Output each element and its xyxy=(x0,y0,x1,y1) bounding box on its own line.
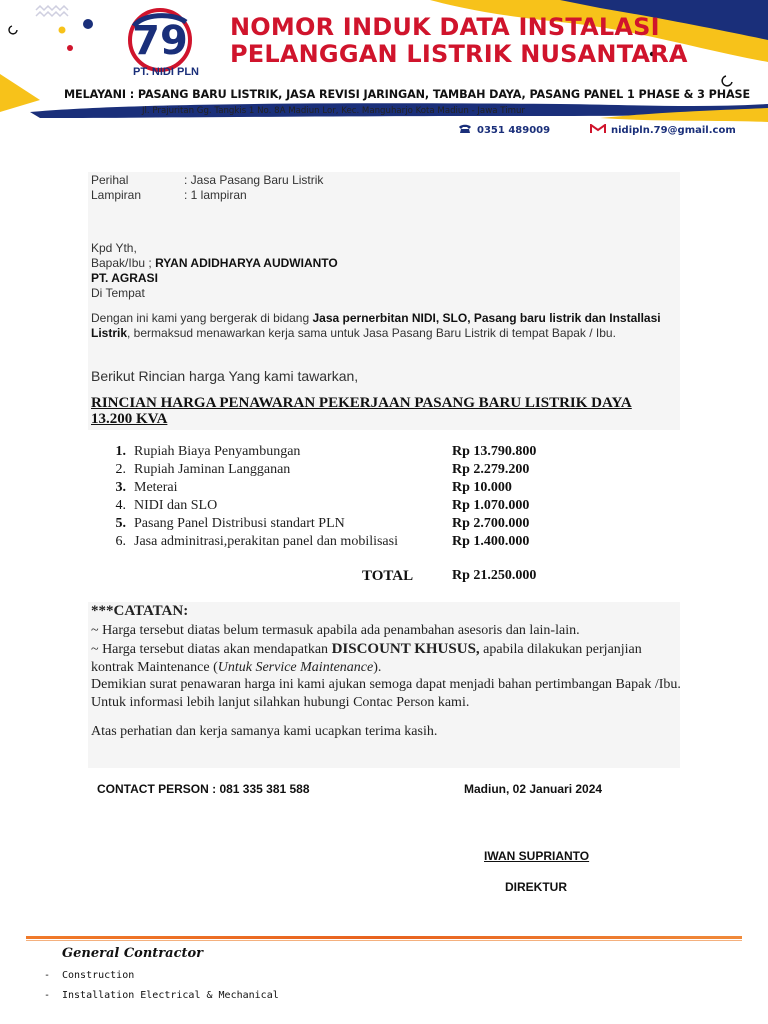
item-number: 1. xyxy=(115,444,126,459)
note-line-1: ~ Harga tersebut diatas belum termasuk apabila ada penambahan asesoris dan lain-lain. xyxy=(91,623,580,638)
recipient-salutation: Bapak/Ibu ; xyxy=(91,256,152,270)
discount-text: DISCOUNT KHUSUS, xyxy=(331,641,480,657)
intro-paragraph xyxy=(91,311,681,341)
item-label: Pasang Panel Distribusi standart PLN xyxy=(134,516,345,531)
notes-title: ***CATATAN: xyxy=(91,603,189,619)
note-line-2a: ~ Harga tersebut diatas akan mendapatkan xyxy=(91,642,329,657)
footer-item: Installation Electrical & Mechanical xyxy=(62,990,279,1001)
phone-number: 0351 489009 xyxy=(477,125,551,136)
lead-in: Berikut Rincian harga Yang kami tawarkan, xyxy=(91,368,359,384)
footer-divider xyxy=(26,936,742,939)
letterhead xyxy=(0,0,768,142)
item-price: Rp 13.790.800 xyxy=(452,444,537,459)
company-address: Jl. Prajuritan Gg. Tangkis 1 No. 8A Madiun Lor, Kec. Manguharjo Kota Madiun - Jawa Timur xyxy=(142,106,525,116)
item-number: 4. xyxy=(115,498,126,513)
recipient-greeting: Kpd Yth, xyxy=(91,241,137,255)
recipient-place: Di Tempat xyxy=(91,286,145,300)
item-number: 5. xyxy=(115,516,126,531)
recipient-line xyxy=(91,256,338,270)
footer-divider-thin xyxy=(26,940,742,941)
note-line-2c: apabila dilakukan perjanjian kontrak Maintenance ( xyxy=(91,642,642,675)
company-name: PT. NIDI PLN xyxy=(132,66,199,78)
lampiran-value: : 1 lampiran xyxy=(184,188,247,202)
recipient-company: PT. AGRASI xyxy=(91,271,158,285)
intro-bold: Jasa pernerbitan NIDI, SLO, Pasang baru listrik dan Installasi Listrik xyxy=(91,311,661,340)
signer-name: IWAN SUPRIANTO xyxy=(484,849,590,863)
phone-icon xyxy=(458,124,472,137)
lampiran-label: Lampiran xyxy=(91,188,142,202)
contact-person: CONTACT PERSON : 081 335 381 588 xyxy=(97,782,310,796)
recipient-name: RYAN ADIDHARYA AUDWIANTO xyxy=(155,256,338,270)
company-email xyxy=(590,124,736,137)
perihal-value: : Jasa Pasang Baru Listrik xyxy=(184,173,324,187)
thanks-line: Atas perhatian dan kerja samanya kami ucapkan terima kasih. xyxy=(91,724,438,739)
note-line-2e: ). xyxy=(373,660,382,675)
note-line-2 xyxy=(91,640,681,677)
item-label: Meterai xyxy=(134,480,178,495)
item-label: NIDI dan SLO xyxy=(134,498,218,513)
total-value: Rp 21.250.000 xyxy=(452,568,537,583)
intro-part-1: Dengan ini kami yang bergerak di bidang xyxy=(91,311,310,325)
item-price: Rp 10.000 xyxy=(452,480,512,495)
perihal-label: Perihal xyxy=(91,173,129,187)
closing-paragraph: Demikian surat penawaran harga ini kami ajukan semoga dapat menjadi bahan pertimbangan Bapak /Ibu. Untuk informasi lebih lanjut silahkan hubungi Contac Person kami. xyxy=(91,677,681,710)
item-number: 3. xyxy=(115,480,126,495)
item-number: 6. xyxy=(115,534,126,549)
title-line-1: NOMOR INDUK DATA INSTALASI xyxy=(230,13,660,41)
item-price: Rp 2.279.200 xyxy=(452,462,530,477)
footer-heading: General Contractor xyxy=(62,946,204,961)
item-label: Jasa adminitrasi,perakitan panel dan mobilisasi xyxy=(134,534,398,549)
signer-title: DIREKTUR xyxy=(505,880,567,894)
item-number: 2. xyxy=(115,462,126,477)
offer-title: RINCIAN HARGA PENAWARAN PEKERJAAN PASANG BARU LISTRIK DAYA 13.200 KVA xyxy=(91,395,632,427)
letter-shaded-panel xyxy=(88,172,680,430)
letterhead-title xyxy=(230,14,688,68)
place-date: Madiun, 02 Januari 2024 xyxy=(464,782,603,796)
item-label: Rupiah Jaminan Langganan xyxy=(134,462,291,477)
intro-part-2: , bermaksud menawarkan kerja sama untuk Jasa Pasang Baru Listrik di tempat Bapak / Ibu. xyxy=(127,326,616,340)
mail-icon xyxy=(590,124,606,137)
total-label: TOTAL xyxy=(362,568,414,584)
item-label: Rupiah Biaya Penyambungan xyxy=(134,444,301,459)
logo-number: 79 xyxy=(132,18,188,64)
footer-item: Construction xyxy=(62,970,135,981)
bullet-dash: - xyxy=(44,990,51,1001)
item-price: Rp 1.070.000 xyxy=(452,498,530,513)
note-line-2d: Untuk Service Maintenance xyxy=(217,660,374,675)
bullet-dash: - xyxy=(44,970,51,981)
item-price: Rp 1.400.000 xyxy=(452,534,530,549)
title-line-2: PELANGGAN LISTRIK NUSANTARA xyxy=(230,40,688,68)
email-address: nidipln.79@gmail.com xyxy=(611,125,736,136)
services-line: MELAYANI : PASANG BARU LISTRIK, JASA REVISI JARINGAN, TAMBAH DAYA, PASANG PANEL 1 PHASE & 3 PHASE xyxy=(64,88,751,101)
company-phone xyxy=(458,124,550,137)
item-price: Rp 2.700.000 xyxy=(452,516,530,531)
